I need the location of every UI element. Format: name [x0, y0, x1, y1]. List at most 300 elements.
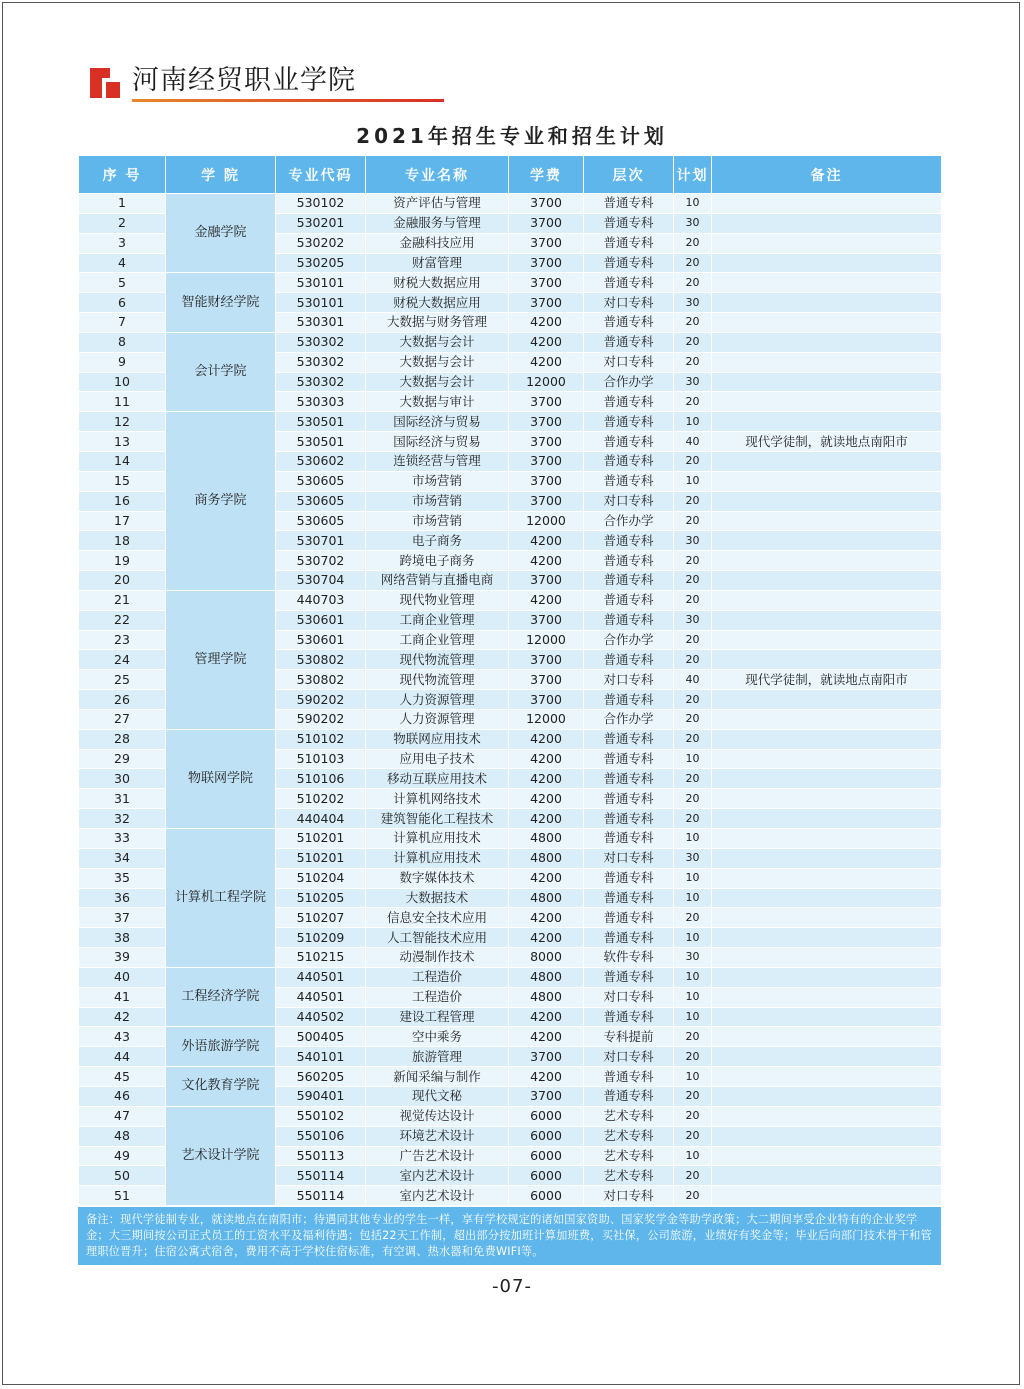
cell-notes	[712, 967, 942, 987]
cell-seq: 11	[79, 392, 166, 412]
cell-plan: 20	[674, 451, 712, 471]
cell-code: 530302	[276, 332, 366, 352]
cell-plan: 20	[674, 769, 712, 789]
cell-tuition: 4800	[509, 967, 584, 987]
cell-code: 510207	[276, 908, 366, 928]
cell-code: 530202	[276, 233, 366, 253]
cell-tuition: 4200	[509, 868, 584, 888]
cell-notes	[712, 1086, 942, 1106]
cell-tuition: 4200	[509, 352, 584, 372]
cell-major: 财税大数据应用	[366, 273, 509, 293]
cell-plan: 20	[674, 332, 712, 352]
cell-tuition: 12000	[509, 511, 584, 531]
cell-plan: 20	[674, 1106, 712, 1126]
table-row	[79, 590, 942, 610]
cell-tuition: 3700	[509, 571, 584, 591]
cell-code: 530302	[276, 372, 366, 392]
cell-tuition: 4800	[509, 848, 584, 868]
cell-major: 现代物业管理	[366, 590, 509, 610]
cell-level: 普通专科	[584, 412, 674, 432]
cell-level: 普通专科	[584, 194, 674, 214]
cell-college: 金融学院	[166, 194, 276, 273]
cell-seq: 9	[79, 352, 166, 372]
cell-level: 普通专科	[584, 253, 674, 273]
cell-tuition: 4800	[509, 987, 584, 1007]
cell-seq: 48	[79, 1126, 166, 1146]
cell-code: 440501	[276, 967, 366, 987]
cell-level: 普通专科	[584, 1067, 674, 1087]
cell-code: 560205	[276, 1067, 366, 1087]
cell-code: 510103	[276, 749, 366, 769]
cell-major: 室内艺术设计	[366, 1166, 509, 1186]
cell-college: 物联网学院	[166, 729, 276, 828]
cell-notes	[712, 630, 942, 650]
cell-code: 440404	[276, 809, 366, 829]
cell-major: 工程造价	[366, 967, 509, 987]
cell-plan: 20	[674, 1126, 712, 1146]
cell-seq: 21	[79, 590, 166, 610]
college-logo-icon	[90, 68, 120, 98]
cell-seq: 51	[79, 1186, 166, 1206]
cell-level: 艺术专科	[584, 1146, 674, 1166]
cell-level: 普通专科	[584, 749, 674, 769]
cell-notes	[712, 769, 942, 789]
cell-major: 计算机应用技术	[366, 848, 509, 868]
footnote: 备注：现代学徒制专业，就读地点在南阳市；待遇同其他专业的学生一样，享有学校规定的诸如国家资助、国家奖学金等助学政策；大二期间享受企业特有的企业奖学金；大三期间按公司正式员工的工资水平及福利待遇；包括22天工作制，超出部分按加班计算加班费，买社保，公司旅游，业绩好有奖金等；毕业后向部门技术骨干和管理职位晋升；住宿公寓式宿舍，费用不高于学校住宿标准，有空调、热水器和免费WIFI等。	[78, 1207, 941, 1265]
cell-major: 现代物流管理	[366, 650, 509, 670]
cell-major: 电子商务	[366, 531, 509, 551]
cell-tuition: 12000	[509, 372, 584, 392]
cell-major: 连锁经营与管理	[366, 451, 509, 471]
cell-level: 对口专科	[584, 293, 674, 313]
cell-major: 市场营销	[366, 471, 509, 491]
cell-plan: 20	[674, 809, 712, 829]
cell-notes	[712, 253, 942, 273]
cell-level: 对口专科	[584, 670, 674, 690]
cell-tuition: 3700	[509, 194, 584, 214]
cell-major: 财富管理	[366, 253, 509, 273]
cell-tuition: 4200	[509, 789, 584, 809]
cell-seq: 10	[79, 372, 166, 392]
cell-code: 530704	[276, 571, 366, 591]
cell-code: 590202	[276, 690, 366, 710]
cell-major: 环境艺术设计	[366, 1126, 509, 1146]
cell-level: 对口专科	[584, 987, 674, 1007]
cell-notes	[712, 451, 942, 471]
cell-code: 590401	[276, 1086, 366, 1106]
cell-plan: 30	[674, 293, 712, 313]
cell-major: 工商企业管理	[366, 610, 509, 630]
cell-major: 财税大数据应用	[366, 293, 509, 313]
cell-seq: 17	[79, 511, 166, 531]
cell-plan: 10	[674, 1067, 712, 1087]
cell-code: 510106	[276, 769, 366, 789]
cell-notes	[712, 948, 942, 968]
cell-level: 普通专科	[584, 769, 674, 789]
cell-level: 软件专科	[584, 948, 674, 968]
cell-college: 外语旅游学院	[166, 1027, 276, 1067]
cell-level: 普通专科	[584, 1007, 674, 1027]
cell-code: 510201	[276, 848, 366, 868]
cell-seq: 30	[79, 769, 166, 789]
cell-notes	[712, 1047, 942, 1067]
cell-seq: 14	[79, 451, 166, 471]
cell-major: 数字媒体技术	[366, 868, 509, 888]
cell-tuition: 6000	[509, 1126, 584, 1146]
cell-seq: 23	[79, 630, 166, 650]
table-row	[79, 967, 942, 987]
cell-plan: 20	[674, 690, 712, 710]
cell-seq: 26	[79, 690, 166, 710]
cell-tuition: 3700	[509, 650, 584, 670]
cell-tuition: 3700	[509, 273, 584, 293]
cell-college: 管理学院	[166, 590, 276, 729]
page-number: -07-	[492, 1276, 532, 1297]
cell-code: 530302	[276, 352, 366, 372]
cell-tuition: 4800	[509, 888, 584, 908]
cell-tuition: 4200	[509, 332, 584, 352]
cell-notes	[712, 233, 942, 253]
cell-tuition: 3700	[509, 412, 584, 432]
cell-tuition: 3700	[509, 213, 584, 233]
cell-code: 510202	[276, 789, 366, 809]
cell-college: 会计学院	[166, 332, 276, 411]
header-seq: 序 号	[79, 156, 166, 194]
cell-major: 工商企业管理	[366, 630, 509, 650]
cell-notes	[712, 868, 942, 888]
cell-tuition: 12000	[509, 709, 584, 729]
cell-level: 对口专科	[584, 1047, 674, 1067]
cell-tuition: 4200	[509, 749, 584, 769]
cell-seq: 8	[79, 332, 166, 352]
cell-level: 普通专科	[584, 273, 674, 293]
cell-major: 跨境电子商务	[366, 551, 509, 571]
cell-seq: 5	[79, 273, 166, 293]
cell-seq: 22	[79, 610, 166, 630]
cell-level: 普通专科	[584, 809, 674, 829]
cell-major: 计算机应用技术	[366, 829, 509, 849]
cell-tuition: 3700	[509, 253, 584, 273]
cell-major: 网络营销与直播电商	[366, 571, 509, 591]
cell-level: 普通专科	[584, 590, 674, 610]
cell-major: 应用电子技术	[366, 749, 509, 769]
cell-major: 现代文秘	[366, 1086, 509, 1106]
cell-tuition: 4200	[509, 769, 584, 789]
cell-level: 专科提前	[584, 1027, 674, 1047]
cell-major: 大数据与财务管理	[366, 313, 509, 333]
cell-seq: 20	[79, 571, 166, 591]
cell-plan: 10	[674, 967, 712, 987]
cell-code: 530201	[276, 213, 366, 233]
cell-code: 530101	[276, 293, 366, 313]
cell-code: 530802	[276, 670, 366, 690]
cell-seq: 40	[79, 967, 166, 987]
cell-plan: 10	[674, 928, 712, 948]
table-row	[79, 1027, 942, 1047]
cell-tuition: 4800	[509, 829, 584, 849]
cell-notes	[712, 848, 942, 868]
cell-level: 艺术专科	[584, 1106, 674, 1126]
cell-notes	[712, 650, 942, 670]
cell-seq: 2	[79, 213, 166, 233]
cell-college: 计算机工程学院	[166, 829, 276, 968]
cell-tuition: 8000	[509, 948, 584, 968]
cell-level: 合作办学	[584, 630, 674, 650]
cell-notes	[712, 590, 942, 610]
cell-plan: 40	[674, 432, 712, 452]
cell-college: 智能财经学院	[166, 273, 276, 333]
cell-college: 商务学院	[166, 412, 276, 591]
cell-plan: 10	[674, 829, 712, 849]
cell-seq: 15	[79, 471, 166, 491]
cell-major: 大数据与会计	[366, 332, 509, 352]
cell-level: 普通专科	[584, 928, 674, 948]
cell-plan: 20	[674, 511, 712, 531]
cell-level: 普通专科	[584, 551, 674, 571]
cell-level: 普通专科	[584, 313, 674, 333]
cell-code: 530601	[276, 610, 366, 630]
cell-major: 空中乘务	[366, 1027, 509, 1047]
cell-code: 510209	[276, 928, 366, 948]
cell-major: 人力资源管理	[366, 709, 509, 729]
cell-level: 对口专科	[584, 1186, 674, 1206]
cell-notes: 现代学徒制，就读地点南阳市	[712, 432, 942, 452]
cell-code: 510205	[276, 888, 366, 908]
cell-tuition: 4200	[509, 590, 584, 610]
cell-plan: 40	[674, 670, 712, 690]
cell-code: 590202	[276, 709, 366, 729]
cell-seq: 42	[79, 1007, 166, 1027]
cell-major: 资产评估与管理	[366, 194, 509, 214]
cell-notes	[712, 690, 942, 710]
cell-major: 移动互联应用技术	[366, 769, 509, 789]
cell-tuition: 4200	[509, 809, 584, 829]
cell-level: 普通专科	[584, 690, 674, 710]
cell-level: 普通专科	[584, 233, 674, 253]
cell-plan: 20	[674, 313, 712, 333]
cell-code: 530802	[276, 650, 366, 670]
cell-notes	[712, 709, 942, 729]
cell-level: 对口专科	[584, 848, 674, 868]
cell-level: 普通专科	[584, 729, 674, 749]
cell-seq: 24	[79, 650, 166, 670]
cell-notes	[712, 491, 942, 511]
table-body	[79, 194, 942, 1206]
cell-major: 市场营销	[366, 511, 509, 531]
cell-tuition: 3700	[509, 1047, 584, 1067]
cell-major: 大数据技术	[366, 888, 509, 908]
cell-seq: 47	[79, 1106, 166, 1126]
cell-notes	[712, 293, 942, 313]
cell-level: 对口专科	[584, 352, 674, 372]
cell-code: 540101	[276, 1047, 366, 1067]
cell-code: 550102	[276, 1106, 366, 1126]
cell-code: 530101	[276, 273, 366, 293]
header-code: 专业代码	[276, 156, 366, 194]
cell-tuition: 6000	[509, 1146, 584, 1166]
cell-notes	[712, 1067, 942, 1087]
cell-notes	[712, 610, 942, 630]
cell-plan: 10	[674, 987, 712, 1007]
cell-college: 文化教育学院	[166, 1067, 276, 1107]
cell-level: 普通专科	[584, 650, 674, 670]
cell-level: 普通专科	[584, 829, 674, 849]
cell-notes	[712, 571, 942, 591]
cell-major: 金融科技应用	[366, 233, 509, 253]
cell-major: 工程造价	[366, 987, 509, 1007]
cell-seq: 35	[79, 868, 166, 888]
cell-notes	[712, 194, 942, 214]
cell-tuition: 3700	[509, 690, 584, 710]
cell-seq: 33	[79, 829, 166, 849]
cell-seq: 29	[79, 749, 166, 769]
cell-seq: 46	[79, 1086, 166, 1106]
cell-plan: 30	[674, 848, 712, 868]
cell-seq: 41	[79, 987, 166, 1007]
cell-seq: 34	[79, 848, 166, 868]
cell-major: 计算机网络技术	[366, 789, 509, 809]
cell-major: 大数据与审计	[366, 392, 509, 412]
cell-notes	[712, 888, 942, 908]
cell-tuition: 6000	[509, 1186, 584, 1206]
cell-major: 物联网应用技术	[366, 729, 509, 749]
cell-tuition: 4200	[509, 313, 584, 333]
cell-tuition: 4200	[509, 1067, 584, 1087]
header-major: 专业名称	[366, 156, 509, 194]
cell-plan: 20	[674, 491, 712, 511]
cell-notes	[712, 829, 942, 849]
header-notes: 备注	[712, 156, 942, 194]
cell-plan: 30	[674, 531, 712, 551]
cell-level: 普通专科	[584, 451, 674, 471]
cell-code: 530303	[276, 392, 366, 412]
cell-level: 普通专科	[584, 908, 674, 928]
cell-code: 550106	[276, 1126, 366, 1146]
cell-level: 普通专科	[584, 213, 674, 233]
cell-code: 530605	[276, 511, 366, 531]
cell-notes	[712, 313, 942, 333]
cell-major: 新闻采编与制作	[366, 1067, 509, 1087]
cell-plan: 10	[674, 1007, 712, 1027]
cell-code: 530605	[276, 491, 366, 511]
cell-level: 普通专科	[584, 789, 674, 809]
cell-seq: 16	[79, 491, 166, 511]
cell-major: 建筑智能化工程技术	[366, 809, 509, 829]
cell-code: 440501	[276, 987, 366, 1007]
cell-plan: 20	[674, 709, 712, 729]
cell-notes	[712, 928, 942, 948]
cell-plan: 20	[674, 571, 712, 591]
cell-notes	[712, 213, 942, 233]
table-row	[79, 412, 942, 432]
cell-notes	[712, 908, 942, 928]
cell-plan: 20	[674, 392, 712, 412]
cell-level: 普通专科	[584, 888, 674, 908]
cell-tuition: 4200	[509, 1007, 584, 1027]
cell-level: 合作办学	[584, 709, 674, 729]
cell-plan: 20	[674, 590, 712, 610]
cell-seq: 32	[79, 809, 166, 829]
cell-code: 550114	[276, 1186, 366, 1206]
cell-level: 普通专科	[584, 610, 674, 630]
cell-seq: 19	[79, 551, 166, 571]
cell-tuition: 3700	[509, 451, 584, 471]
cell-level: 普通专科	[584, 868, 674, 888]
cell-plan: 20	[674, 650, 712, 670]
cell-major: 国际经济与贸易	[366, 412, 509, 432]
cell-tuition: 3700	[509, 670, 584, 690]
cell-level: 对口专科	[584, 491, 674, 511]
cell-code: 530605	[276, 471, 366, 491]
cell-major: 人力资源管理	[366, 690, 509, 710]
cell-major: 广告艺术设计	[366, 1146, 509, 1166]
table-row	[79, 1106, 942, 1126]
cell-plan: 20	[674, 352, 712, 372]
cell-level: 普通专科	[584, 432, 674, 452]
cell-notes	[712, 511, 942, 531]
cell-notes	[712, 352, 942, 372]
cell-tuition: 4200	[509, 928, 584, 948]
cell-tuition: 3700	[509, 610, 584, 630]
cell-plan: 30	[674, 213, 712, 233]
cell-plan: 10	[674, 471, 712, 491]
cell-tuition: 4200	[509, 1027, 584, 1047]
cell-plan: 30	[674, 372, 712, 392]
cell-tuition: 6000	[509, 1166, 584, 1186]
cell-plan: 10	[674, 194, 712, 214]
cell-notes	[712, 1106, 942, 1126]
cell-tuition: 3700	[509, 432, 584, 452]
cell-plan: 20	[674, 908, 712, 928]
brand-underline	[132, 99, 444, 102]
header-level: 层次	[584, 156, 674, 194]
cell-seq: 37	[79, 908, 166, 928]
cell-level: 普通专科	[584, 967, 674, 987]
cell-plan: 20	[674, 1086, 712, 1106]
page-title: 2021年招生专业和招生计划	[356, 124, 668, 148]
cell-seq: 36	[79, 888, 166, 908]
cell-notes	[712, 1126, 942, 1146]
cell-college: 工程经济学院	[166, 967, 276, 1027]
header-tuition: 学费	[509, 156, 584, 194]
cell-plan: 20	[674, 729, 712, 749]
cell-major: 信息安全技术应用	[366, 908, 509, 928]
cell-major: 动漫制作技术	[366, 948, 509, 968]
cell-notes	[712, 1027, 942, 1047]
cell-seq: 45	[79, 1067, 166, 1087]
cell-seq: 12	[79, 412, 166, 432]
table-row	[79, 194, 942, 214]
cell-notes	[712, 1166, 942, 1186]
cell-plan: 20	[674, 1047, 712, 1067]
cell-code: 500405	[276, 1027, 366, 1047]
cell-notes	[712, 809, 942, 829]
cell-notes	[712, 749, 942, 769]
cell-plan: 30	[674, 610, 712, 630]
cell-plan: 20	[674, 789, 712, 809]
cell-level: 普通专科	[584, 531, 674, 551]
cell-seq: 25	[79, 670, 166, 690]
cell-code: 530601	[276, 630, 366, 650]
cell-code: 440703	[276, 590, 366, 610]
cell-level: 普通专科	[584, 1086, 674, 1106]
table-header-row	[79, 156, 942, 194]
cell-seq: 1	[79, 194, 166, 214]
cell-notes	[712, 332, 942, 352]
cell-plan: 20	[674, 273, 712, 293]
cell-level: 合作办学	[584, 372, 674, 392]
cell-plan: 20	[674, 233, 712, 253]
